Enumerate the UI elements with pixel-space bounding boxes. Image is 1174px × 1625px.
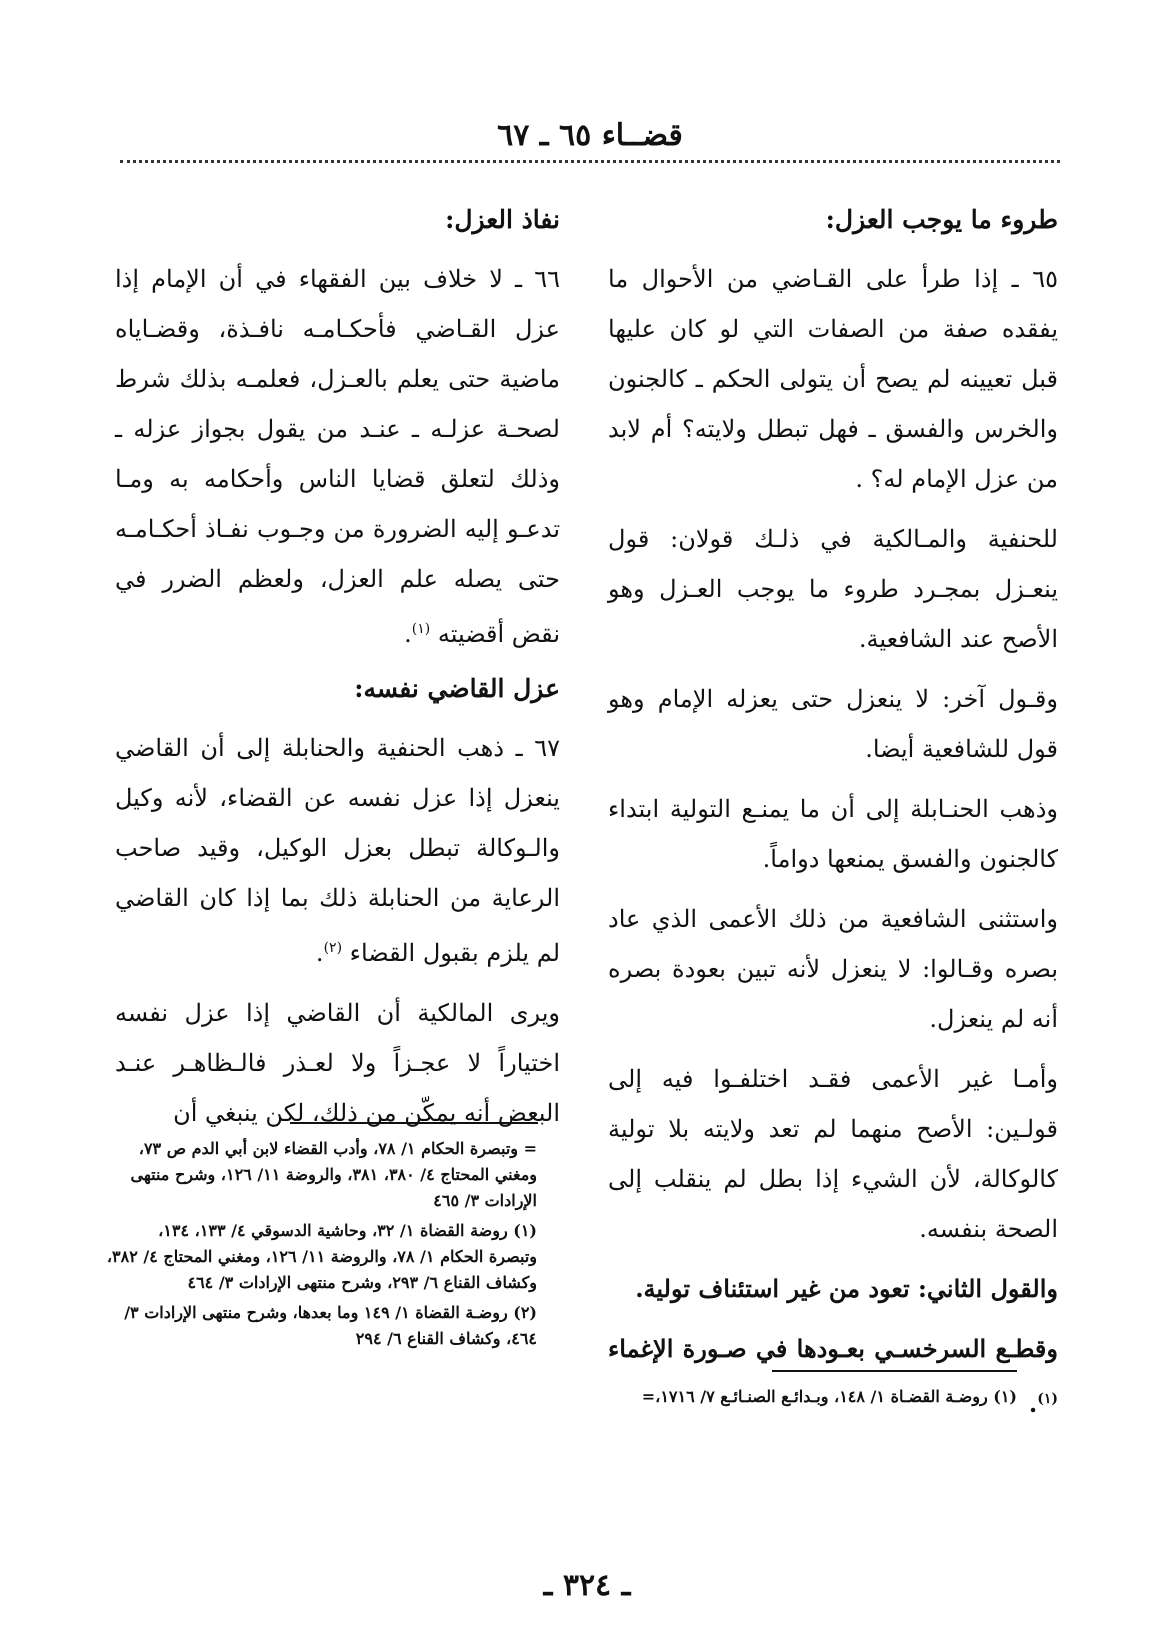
paragraph-sarakhsi-text: وقطـع السرخسـي بعـودها في صـورة الإغماء bbox=[608, 1334, 1058, 1363]
footnotes-right bbox=[585, 1384, 1017, 1414]
left-column bbox=[115, 200, 560, 1148]
footnote-item: (٢) روضـة القضاة ١/ ١٤٩ وما بعدها، وشرح منتهى الإرادات ٣/ ٤٦٤، وكشاف القناع ٦/ ٢٩٤ bbox=[124, 1303, 537, 1348]
footnote-item: (١) روضة القضاة ١/ ٣٢، وحاشية الدسوقي ٤/ ١٣٣، ١٣٤، وتبصرة الحكام ١/ ٧٨، والروضة ١١/ ١٢٦، ومغني المحتاج ٤/ ٣٨٢، وكشاف القناع ٦/ ٢٩٣، وشرح منتهى الإرادات ٣/ ٤٦٤ bbox=[106, 1221, 537, 1292]
paragraph-second-opinion: والقول الثاني: تعود من غير استئناف تولية. bbox=[635, 1274, 1058, 1303]
paragraph-hanafi-maliki: للحنفية والمـالكية في ذلـك قولان: قول ينعـزل بمجـرد طروء ما يوجب العـزل وهو الأصح عند الشافعية. bbox=[608, 525, 1058, 653]
footnote-item: (١) روضـة القضـاة ١/ ١٤٨، وبـدائـع الصنـائـع ٧/ ١٧١٦،= bbox=[641, 1387, 1017, 1406]
paragraph-66: ٦٦ ـ لا خلاف بين الفقهاء في أن الإمام إذا عزل القـاضي فأحكـامـه نافـذة، وقضـاياه ماضية حتى يعلم بالعـزل، فعلمـه بذلك شرط لصحـة عزلـه ـ عنـد من يقول بجواز عزله ـ وذلك لتعلق قضايا الناس وأحكامه به ومـا تدعـو إليه الضرورة من وجـوب نفـاذ أحكـامـه حتى يصله علم العزل، ولعظم الضرر في نقض أقضيته $^{(١)}$. bbox=[115, 265, 560, 648]
running-header: قضــاء ٦٥ ـ ٦٧ bbox=[497, 118, 683, 153]
paragraph-other-opinion: وقـول آخر: لا ينعزل حتى يعزله الإمام وهو قول للشافعية أيضا. bbox=[608, 685, 1058, 763]
paragraph-66-text: ٦٦ ـ لا خلاف بين الفقهاء في أن الإمام إذا عزل القـاضي فأحكـامـه نافـذة، وقضـاياه ماضية حتى يعلم بالعـزل، فعلمـه بذلك شرط لصحـة عزلـه ـ عنـد من يقول بجواز عزله ـ وذلك لتعلق قضايا الناس وأحكامه به ومـا تدعـو إليه الضرورة من وجـوب نفـاذ أحكـامـه حتى يصله علم العزل، ولعظم الضرر في نقض أقضيته bbox=[115, 265, 560, 648]
paragraph-non-blind: وأمـا غير الأعمى فقـد اختلفـوا فيه إلى قولـين: الأصح منهما لم تعد ولايته بلا تولية كالوكالة، لأن الشيء إذا بطل لم ينقلب إلى الصحة بنفسه. bbox=[608, 1065, 1058, 1243]
header-dotted-rule bbox=[120, 160, 1060, 163]
section-heading-removal-effect: نفاذ العزل: bbox=[445, 205, 560, 234]
footnote-ref: (٢) bbox=[323, 940, 343, 956]
footnote-ref: (١) bbox=[1037, 1391, 1058, 1407]
paragraph-sarakhsi: وقطـع السرخسـي بعـودها في صـورة الإغماء $^{(١)}$. bbox=[608, 1334, 1058, 1418]
paragraph-blind-exception: واستثنى الشافعية من ذلك الأعمى الذي عاد بصره وقـالوا: لا ينعزل لأنه تبين بعودة بصره أنه لم ينعزل. bbox=[608, 905, 1058, 1033]
footnote-rule-left bbox=[290, 1122, 538, 1124]
paragraph-65: ٦٥ ـ إذا طرأ على القـاضي من الأحوال ما يفقده صفة من الصفات التي لو كان عليها قبل تعيينه لم يصح أن يتولى الحكم ـ كالجنون والخرس والفسق ـ فهل تبطل ولايته؟ أم لابد من عزل الإمام له؟ . bbox=[608, 265, 1058, 493]
footnote-item: = وتبصرة الحكام ١/ ٧٨، وأدب القضاء لابن أبي الدم ص ٧٣، ومغني المحتاج ٤/ ٣٨٠، ٣٨١، والروضة ١١/ ١٢٦، وشرح منتهى الإرادات ٣/ ٤٦٥ bbox=[130, 1139, 537, 1210]
paragraph-67-text: ٦٧ ـ ذهب الحنفية والحنابلة إلى أن القاضي ينعزل إذا عزل نفسه عن القضاء، لأنه وكيل والـوكالة تبطل بعزل الوكيل، وقيد صاحب الرعاية من الحنابلة ذلك بما إذا كان القاضي لم يلزم بقبول القضاء bbox=[115, 734, 560, 967]
footnotes-left bbox=[105, 1136, 537, 1356]
section-heading-self-removal: عزل القاضي نفسه: bbox=[354, 674, 560, 703]
footnote-rule-right bbox=[772, 1370, 1017, 1372]
right-column bbox=[608, 200, 1058, 1439]
footnote-ref: (١) bbox=[411, 621, 431, 637]
paragraph-67: ٦٧ ـ ذهب الحنفية والحنابلة إلى أن القاضي ينعزل إذا عزل نفسه عن القضاء، لأنه وكيل والـوكالة تبطل بعزل الوكيل، وقيد صاحب الرعاية من الحنابلة ذلك بما إذا كان القاضي لم يلزم بقبول القضاء $^{(٢)}$. bbox=[115, 734, 560, 967]
section-heading-removal-cause: طروء ما يوجب العزل: bbox=[825, 205, 1058, 234]
page-number: ـ ٣٢٤ ـ bbox=[543, 1568, 631, 1603]
paragraph-hanbali: وذهب الحنـابلة إلى أن ما يمنـع التولية ابتداء كالجنون والفسق يمنعها دواماً. bbox=[608, 795, 1058, 873]
paragraph-maliki: ويرى المالكية أن القاضي إذا عزل نفسه اختياراً لا عجـزاً ولا لعـذر فالـظاهـر عنـد البعض أنه يمكّن من ذلك، لكن ينبغي أن bbox=[115, 999, 560, 1127]
